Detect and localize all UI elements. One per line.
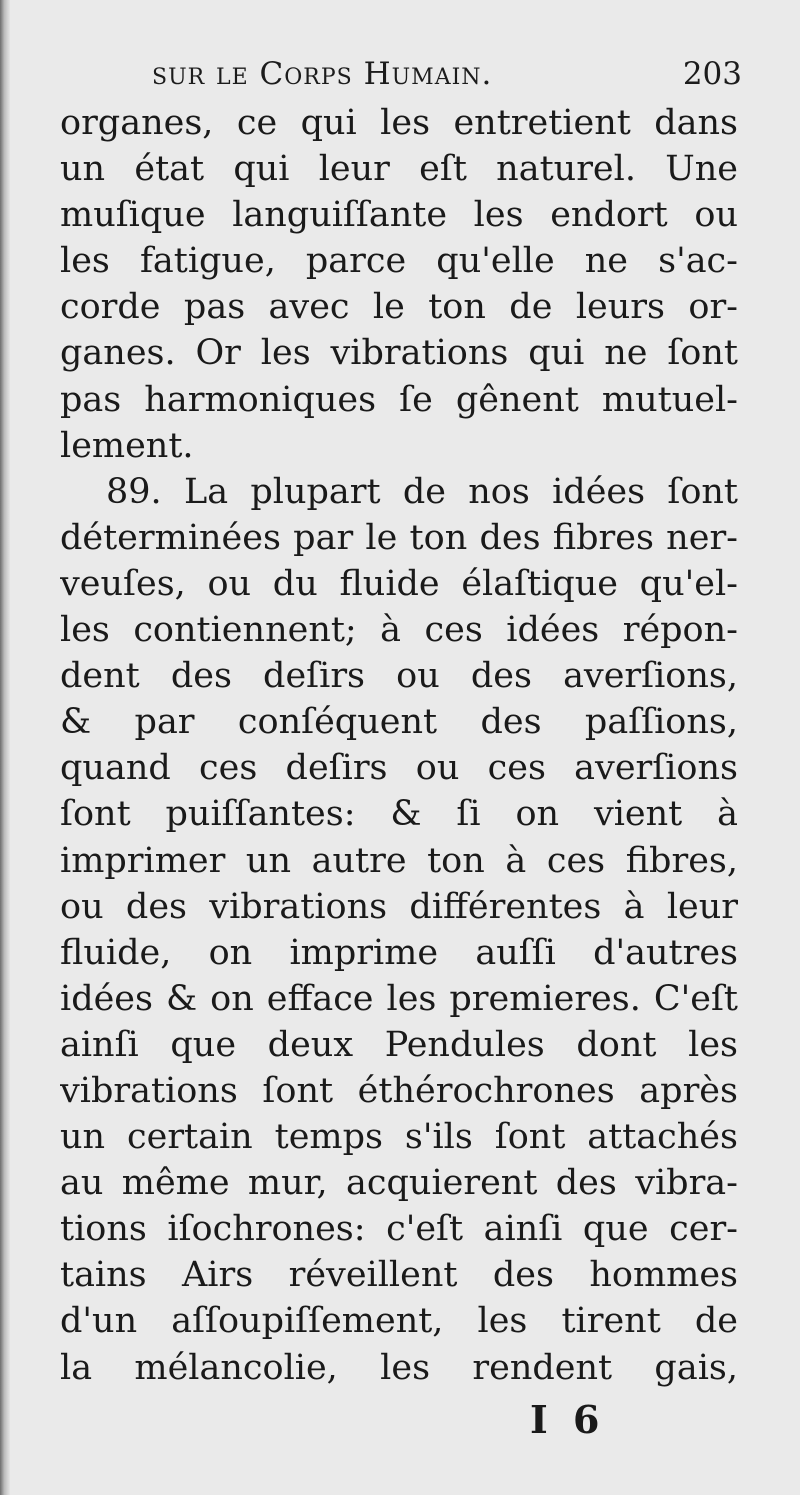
text-line: & par conſéquent des paſſions, (60, 702, 738, 743)
text-line: un état qui leur eſt naturel. Une (60, 149, 738, 190)
body-text (60, 100, 738, 1391)
text-line: dent des deſirs ou des averſions, (60, 656, 738, 697)
signature-mark: I 6 (530, 1397, 606, 1442)
text-line: les fatigue, parce qu'elle ne s'ac- (60, 241, 738, 282)
text-line: ou des vibrations différentes à leur (60, 886, 738, 927)
text-line: vibrations ſont éthérochrones après (60, 1070, 738, 1111)
text-line: au même mur, acquierent des vibra- (60, 1163, 738, 1204)
page-header (152, 52, 742, 98)
text-line: organes, ce qui les entretient dans (60, 103, 738, 143)
page-gutter-shadow (0, 0, 10, 1495)
text-line: imprimer un autre ton à ces fibres, (60, 840, 738, 881)
paragraph-start-line: 89. La plupart de nos idées ſont (106, 471, 738, 512)
text-line: ainſi que deux Pendules dont les (60, 1024, 738, 1065)
text-line: d'un aſſoupiſſement, les tirent de (60, 1301, 738, 1342)
text-line: tions iſochrones: c'eſt ainſi que cer- (60, 1209, 738, 1250)
text-line: ſont puiſſantes: & ſi on vient à (60, 794, 738, 835)
text-line: idées & on efface les premieres. C'eſt (60, 978, 738, 1019)
text-line: veuſes, ou du fluide élaſtique qu'el- (60, 563, 738, 604)
text-line: muſique languiſſante les endort ou (60, 195, 738, 236)
text-line: tains Airs réveillent des hommes (60, 1255, 738, 1296)
text-line: un certain temps s'ils ſont attachés (60, 1117, 738, 1158)
text-line: corde pas avec le ton de leurs or- (60, 287, 738, 328)
text-line: la mélancolie, les rendent gais, (60, 1347, 738, 1388)
running-head: sur le Corps Humain. (152, 56, 493, 92)
text-line: lement. (60, 425, 194, 466)
text-line: fluide, on imprime auſſi d'autres (60, 932, 738, 973)
text-line: les contiennent; à ces idées répon- (60, 610, 738, 651)
text-line: ganes. Or les vibrations qui ne ſont (60, 333, 738, 374)
text-line: déterminées par le ton des fibres ner- (60, 517, 738, 558)
text-line: quand ces deſirs ou ces averſions (60, 748, 738, 789)
page-number: 203 (682, 56, 742, 92)
text-line: pas harmoniques ſe gênent mutuel- (60, 379, 738, 420)
